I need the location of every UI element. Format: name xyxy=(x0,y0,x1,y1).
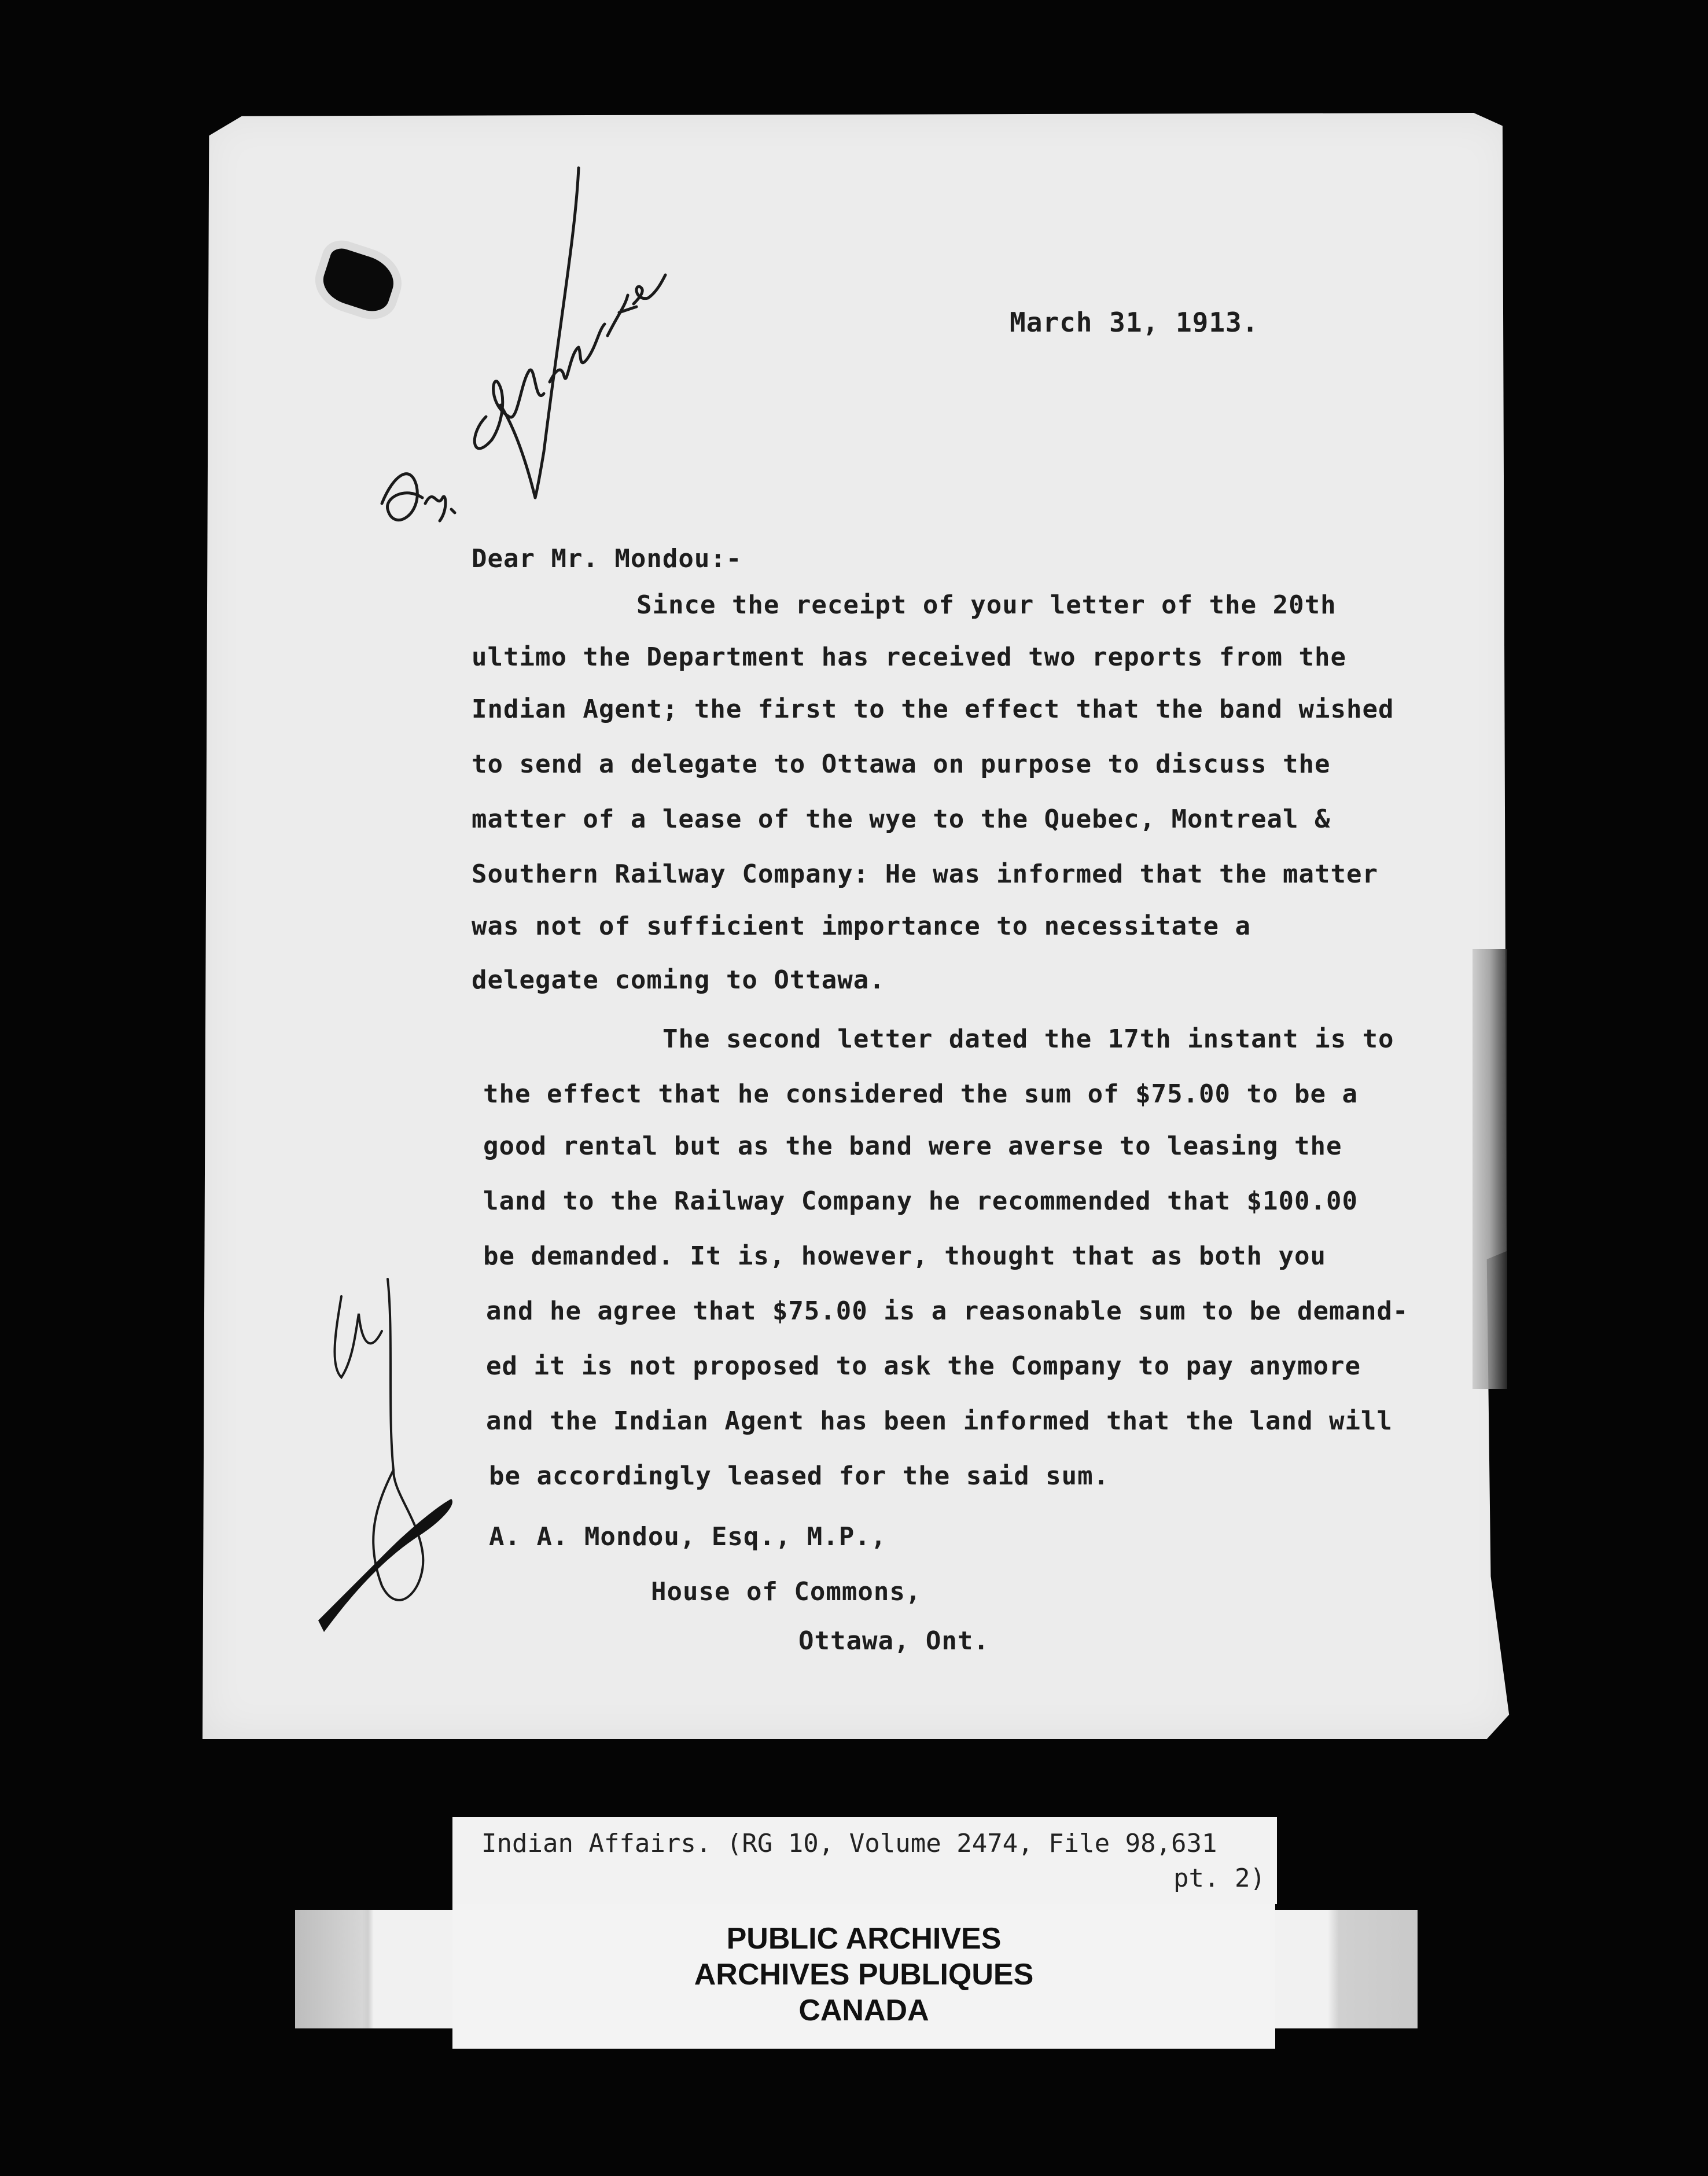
body-line: and the Indian Agent has been informed that the land will xyxy=(486,1406,1393,1436)
archives-stamp xyxy=(452,1904,1275,2049)
body-line: the effect that he considered the sum of $75.00 to be a xyxy=(483,1079,1358,1109)
body-line: Southern Railway Company: He was informed that the matter xyxy=(472,859,1378,889)
body-line: be demanded. It is, however, thought that as both you xyxy=(483,1241,1326,1271)
archive-reference-label xyxy=(452,1817,1277,1904)
recipient-address-line: House of Commons, xyxy=(651,1577,922,1607)
margin-check-mark xyxy=(307,1262,469,1655)
body-line: to send a delegate to Ottawa on purpose to discuss the xyxy=(472,749,1331,779)
archive-reference-line: Indian Affairs. (RG 10, Volume 2474, File 98,631 xyxy=(481,1829,1217,1858)
body-line: Since the receipt of your letter of the 20th xyxy=(636,590,1337,620)
body-line: was not of sufficient importance to necessitate a xyxy=(472,911,1251,941)
archive-reference-part: pt. 2) xyxy=(1173,1863,1265,1893)
body-line: The second letter dated the 17th instant is to xyxy=(662,1024,1394,1054)
body-line: matter of a lease of the wye to the Quebec, Montreal & xyxy=(472,804,1331,834)
body-line: and he agree that $75.00 is a reasonable sum to be demand- xyxy=(486,1296,1409,1326)
body-line: delegate coming to Ottawa. xyxy=(472,965,885,995)
archives-stamp-line: CANADA xyxy=(798,1994,929,2027)
recipient-city: Ottawa, Ont. xyxy=(798,1626,989,1656)
recipient-name: A. A. Mondou, Esq., M.P., xyxy=(489,1522,887,1552)
letter-date: March 31, 1913. xyxy=(1010,307,1259,338)
body-line: good rental but as the band were averse to leasing the xyxy=(483,1131,1342,1161)
body-line: ultimo the Department has received two reports from the xyxy=(472,642,1346,672)
body-line: Indian Agent; the first to the effect that the band wished xyxy=(472,694,1394,724)
body-line: ed it is not proposed to ask the Company to pay anymore xyxy=(486,1351,1361,1381)
salutation: Dear Mr. Mondou:- xyxy=(472,544,742,574)
archives-stamp-line: ARCHIVES PUBLIQUES xyxy=(694,1958,1034,1991)
body-line: land to the Railway Company he recommended that $100.00 xyxy=(483,1186,1358,1216)
body-line: be accordingly leased for the said sum. xyxy=(489,1461,1110,1491)
page-edge-shadow xyxy=(1473,949,1507,1389)
archives-stamp-line: PUBLIC ARCHIVES xyxy=(726,1922,1002,1956)
